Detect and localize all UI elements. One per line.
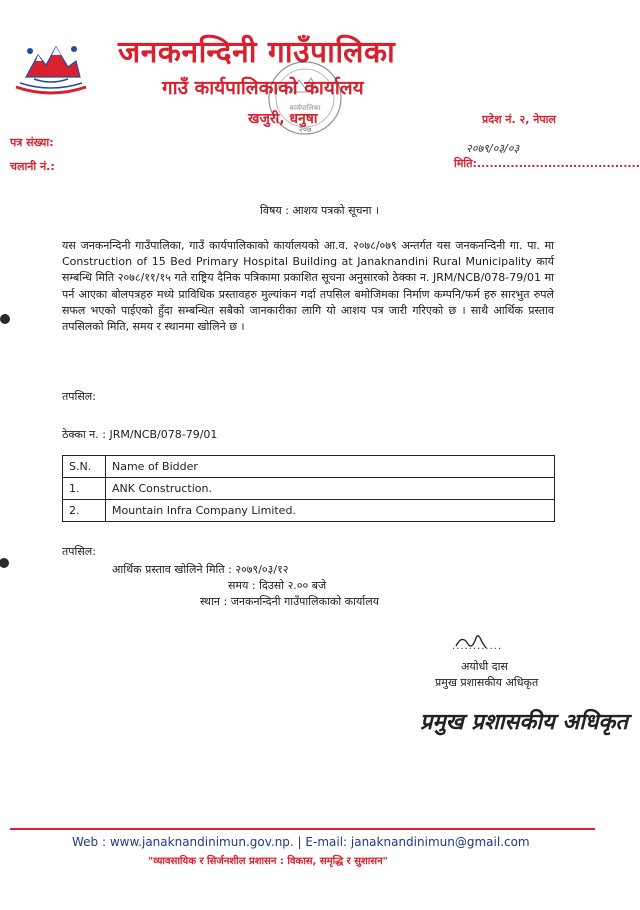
stamp-label: कार्यपालिका xyxy=(289,104,321,112)
signer-title: प्रमुख प्रशासकीय अधिकृत xyxy=(435,676,539,689)
signer-name: अयोधी दास xyxy=(461,660,508,673)
date-label: मिति:....................................... xyxy=(454,157,640,170)
designation-seal: प्रमुख प्रशासकीय अधिकृत xyxy=(420,710,628,735)
letter-subject: विषय : आशय पत्रको सूचना । xyxy=(260,204,380,217)
table-header-row xyxy=(63,456,555,478)
office-subtitle: गाउँ कार्यपालिकाको कार्यालय xyxy=(162,77,364,99)
table-row xyxy=(63,478,555,500)
table-cell-sn: 2. xyxy=(63,500,106,522)
opening-time: समय : दिउसो २.०० बजे xyxy=(228,579,327,592)
table-header-sn: S.N. xyxy=(63,456,106,478)
tender-number: ठेक्का न. : JRM/NCB/078-79/01 xyxy=(62,428,218,441)
signature-dots: ............ xyxy=(452,641,503,652)
office-stamp xyxy=(255,52,355,144)
office-location: खजुरी, धनुषा xyxy=(248,111,318,127)
government-emblem-logo xyxy=(10,37,92,99)
table-header-bidder: Name of Bidder xyxy=(106,456,555,478)
dispatch-number-label: चलानी नं.: xyxy=(10,160,55,173)
province-label: प्रदेश नं. २, नेपाल xyxy=(482,113,556,126)
table-row xyxy=(63,500,555,522)
schedule-heading: तपसिल: xyxy=(62,545,96,558)
letter-body-paragraph: यस जनकनन्दिनी गाउँपालिका, गाउँ कार्यपालिकाको कार्यालयको आ.व. २०७८/०७९ अन्तर्गत यस जनकनन्दिनी गा. पा. मा Construction of 15 Bed Primary Hospital Building at Janaknandini Rural Municipality कार्य सम्बन्धि मिति २०७८/११/१५ गते राष्ट्रिय दैनिक पत्रिकामा प्रकाशित सूचना अनुसारको ठेक्का न. JRM/NCB/078-79/01 मा पर्न आएका बोलपत्रहरु मध्ये प्राविधिक प्रस्तावहरु मुल्यांकन गर्दा तपसिल बमोजिमका निर्माण कम्पनि/फर्म हरु सारभुत रुपले सफल भएको पाईएको हुँदा सम्बन्धित सबैको जानकारीका लागि यो आशय पत्र जारी गरिएको छ । साथै आर्थिक प्रस्ताव तपसिलको मिति, समय र स्थानमा खोलिने छ । xyxy=(62,239,554,334)
financial-proposal-opening-date: आर्थिक प्रस्ताव खोलिने मिति : २०७९/०३/१२ xyxy=(112,563,289,576)
bidders-table xyxy=(62,455,555,522)
stamp-year: २०७ xyxy=(298,125,312,134)
table-cell-sn: 1. xyxy=(63,478,106,500)
footer-contact: Web : www.janaknandinimun.gov.np. | E-mail: janaknandinimun@gmail.com xyxy=(72,835,530,849)
details-heading: तपसिल: xyxy=(62,390,96,403)
punch-hole-icon xyxy=(0,556,14,570)
table-cell-bidder: ANK Construction. xyxy=(106,478,555,500)
footer-tagline: "व्यावसायिक र सिर्जनशील प्रशासन : विकास, समृद्धि र सुशासन" xyxy=(148,856,388,867)
handwritten-date: २०७९/०३/०३ xyxy=(466,142,520,155)
footer-divider xyxy=(10,828,595,830)
municipality-title: जनकनन्दिनी गाउँपालिका xyxy=(118,35,396,70)
table-cell-bidder: Mountain Infra Company Limited. xyxy=(106,500,555,522)
punch-hole-icon xyxy=(0,312,14,326)
opening-venue: स्थान : जनकनन्दिनी गाउँपालिकाको कार्यालय xyxy=(200,595,380,608)
reference-number-label: पत्र संख्या: xyxy=(10,136,54,149)
